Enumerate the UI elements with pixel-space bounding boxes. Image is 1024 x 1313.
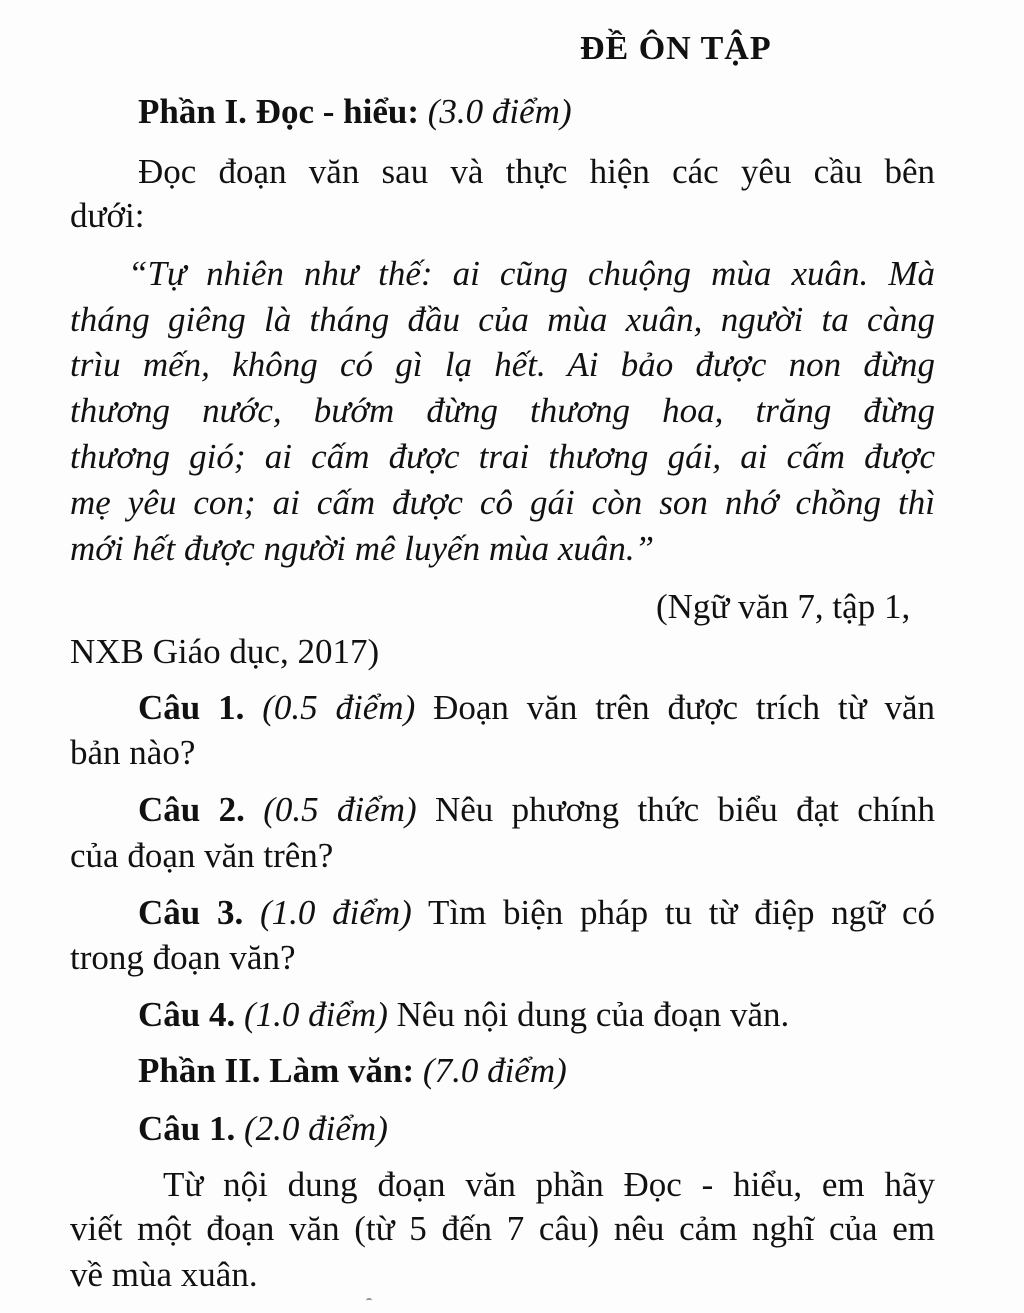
question-label: Câu 1.: [138, 688, 245, 727]
part2-question-text-line-1: Từ nội dung đoạn văn phần Đọc - hiểu, em hãy: [163, 1165, 935, 1204]
part2-heading-line: [138, 1049, 567, 1093]
part2-points: (7.0 điểm): [422, 1051, 567, 1090]
part2-question-text-line-2: viết một đoạn văn (từ 5 đến 7 câu) nêu cảm nghĩ của em: [70, 1209, 935, 1248]
question-text: Tìm biện pháp tu từ điệp ngữ có: [427, 893, 935, 932]
question-2-continuation: của đoạn văn trên?: [70, 836, 334, 875]
part1-heading-line: [138, 90, 572, 134]
part1-heading: Phần I. Đọc - hiểu:: [138, 92, 419, 131]
question-text: Đoạn văn trên được trích từ văn: [433, 688, 935, 727]
passage-line: tháng giêng là tháng đầu của mùa xuân, người ta càng: [70, 300, 935, 339]
part1-points: (3.0 điểm): [427, 92, 572, 131]
passage-line: mới hết được người mê luyến mùa xuân.”: [70, 529, 655, 568]
question-label: Câu 3.: [138, 893, 244, 932]
question-label: Câu 4.: [138, 995, 236, 1034]
question-points: (1.0 điểm): [260, 893, 412, 932]
part2-question-1: [138, 1107, 388, 1151]
question-4: [138, 993, 789, 1037]
part2-question-text-line-3: về mùa xuân.: [70, 1255, 258, 1294]
question-points: (1.0 điểm): [244, 995, 388, 1034]
source-citation-line-2: NXB Giáo dục, 2017): [70, 632, 380, 671]
question-3-continuation: trong đoạn văn?: [70, 938, 296, 977]
passage-line: thương nước, bướm đừng thương hoa, trăng đừng: [70, 391, 935, 430]
passage-line: trìu mến, không có gì lạ hết. Ai bảo được non đừng: [70, 345, 935, 384]
question-1-continuation: bản nào?: [70, 733, 196, 772]
question-points: (2.0 điểm): [244, 1109, 388, 1148]
question-points: (0.5 điểm): [263, 790, 417, 829]
question-1: [138, 686, 935, 730]
part2-heading: Phần II. Làm văn:: [138, 1051, 415, 1090]
question-label: Câu 1.: [138, 1109, 236, 1148]
passage-line: “Tự nhiên như thế: ai cũng chuộng mùa xuân. Mà: [128, 254, 935, 293]
question-2: [138, 788, 935, 832]
instruction-line-1: Đọc đoạn văn sau và thực hiện các yêu cầu bên: [138, 152, 935, 191]
question-points: (0.5 điểm): [262, 688, 416, 727]
passage-line: mẹ yêu con; ai cấm được cô gái còn son nhớ chồng thì: [70, 483, 935, 522]
question-label: Câu 2.: [138, 790, 245, 829]
question-text: Nêu nội dung của đoạn văn.: [396, 995, 790, 1034]
question-text: Nêu phương thức biểu đạt chính: [434, 790, 935, 829]
question-3: [138, 891, 935, 935]
source-citation-line-1: (Ngữ văn 7, tập 1,: [656, 587, 911, 626]
page-speck: [366, 1298, 372, 1303]
instruction-line-2: dưới:: [70, 196, 145, 235]
passage-line: thương gió; ai cấm được trai thương gái, ai cấm được: [70, 437, 935, 476]
page-title: ĐỀ ÔN TẬP: [580, 30, 772, 67]
